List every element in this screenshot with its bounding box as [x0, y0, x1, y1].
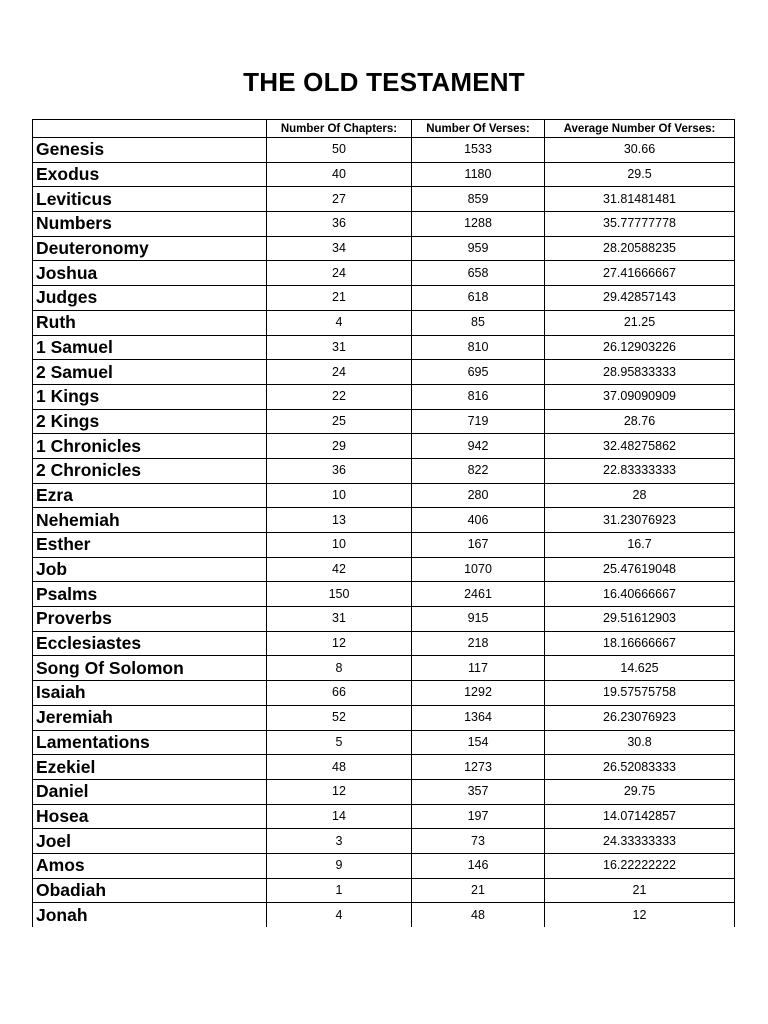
- header-verses: Number Of Verses:: [412, 120, 545, 138]
- average-cell: 29.51612903: [545, 607, 735, 632]
- chapters-cell: 24: [267, 261, 412, 286]
- chapters-cell: 31: [267, 607, 412, 632]
- verses-cell: 117: [412, 656, 545, 681]
- average-cell: 29.42857143: [545, 286, 735, 311]
- table-row: [33, 384, 735, 409]
- verses-cell: 915: [412, 607, 545, 632]
- table-row: [33, 236, 735, 261]
- average-cell: 30.66: [545, 138, 735, 163]
- table-row: [33, 212, 735, 237]
- book-name: Song Of Solomon: [33, 656, 267, 681]
- average-cell: 35.77777778: [545, 212, 735, 237]
- average-cell: 24.33333333: [545, 829, 735, 854]
- average-cell: 25.47619048: [545, 557, 735, 582]
- average-cell: 14.625: [545, 656, 735, 681]
- verses-cell: 406: [412, 508, 545, 533]
- verses-cell: 618: [412, 286, 545, 311]
- chapters-cell: 12: [267, 779, 412, 804]
- chapters-cell: 24: [267, 360, 412, 385]
- chapters-cell: 27: [267, 187, 412, 212]
- table-row: [33, 557, 735, 582]
- chapters-cell: 14: [267, 804, 412, 829]
- chapters-cell: 36: [267, 212, 412, 237]
- book-name: 2 Chronicles: [33, 458, 267, 483]
- book-name: 2 Samuel: [33, 360, 267, 385]
- table-row: [33, 730, 735, 755]
- verses-cell: 1533: [412, 138, 545, 163]
- chapters-cell: 10: [267, 483, 412, 508]
- average-cell: 28.95833333: [545, 360, 735, 385]
- verses-cell: 197: [412, 804, 545, 829]
- book-name: 1 Kings: [33, 384, 267, 409]
- chapters-cell: 52: [267, 705, 412, 730]
- table-row: [33, 582, 735, 607]
- average-cell: 14.07142857: [545, 804, 735, 829]
- book-name: Proverbs: [33, 607, 267, 632]
- verses-cell: 658: [412, 261, 545, 286]
- header-row: [33, 120, 735, 138]
- average-cell: 26.23076923: [545, 705, 735, 730]
- average-cell: 12: [545, 903, 735, 927]
- average-cell: 32.48275862: [545, 434, 735, 459]
- page-title: THE OLD TESTAMENT: [243, 67, 525, 97]
- table-row: [33, 360, 735, 385]
- book-name: Lamentations: [33, 730, 267, 755]
- average-cell: 28: [545, 483, 735, 508]
- book-name: Isaiah: [33, 681, 267, 706]
- book-name: Daniel: [33, 779, 267, 804]
- chapters-cell: 12: [267, 631, 412, 656]
- table-row: [33, 508, 735, 533]
- table-row: [33, 533, 735, 558]
- verses-cell: 167: [412, 533, 545, 558]
- table-row: [33, 335, 735, 360]
- chapters-cell: 13: [267, 508, 412, 533]
- table-row: [33, 903, 735, 927]
- book-name: Ezekiel: [33, 755, 267, 780]
- chapters-cell: 42: [267, 557, 412, 582]
- average-cell: 29.5: [545, 162, 735, 187]
- chapters-cell: 5: [267, 730, 412, 755]
- average-cell: 21: [545, 878, 735, 903]
- average-cell: 26.52083333: [545, 755, 735, 780]
- average-cell: 31.23076923: [545, 508, 735, 533]
- verses-cell: 810: [412, 335, 545, 360]
- average-cell: 31.81481481: [545, 187, 735, 212]
- table-row: [33, 607, 735, 632]
- chapters-cell: 21: [267, 286, 412, 311]
- book-name: 1 Samuel: [33, 335, 267, 360]
- header-average: Average Number Of Verses:: [545, 120, 735, 138]
- average-cell: 26.12903226: [545, 335, 735, 360]
- chapters-cell: 22: [267, 384, 412, 409]
- table-row: [33, 705, 735, 730]
- chapters-cell: 150: [267, 582, 412, 607]
- chapters-cell: 4: [267, 310, 412, 335]
- table-row: [33, 409, 735, 434]
- average-cell: 22.83333333: [545, 458, 735, 483]
- average-cell: 37.09090909: [545, 384, 735, 409]
- verses-cell: 942: [412, 434, 545, 459]
- average-cell: 16.22222222: [545, 853, 735, 878]
- average-cell: 16.40666667: [545, 582, 735, 607]
- book-name: Numbers: [33, 212, 267, 237]
- verses-cell: 48: [412, 903, 545, 927]
- chapters-cell: 50: [267, 138, 412, 163]
- verses-cell: 2461: [412, 582, 545, 607]
- book-name: Leviticus: [33, 187, 267, 212]
- verses-cell: 21: [412, 878, 545, 903]
- verses-cell: 357: [412, 779, 545, 804]
- chapters-cell: 34: [267, 236, 412, 261]
- book-name: Esther: [33, 533, 267, 558]
- table-row: [33, 286, 735, 311]
- verses-cell: 85: [412, 310, 545, 335]
- book-name: Obadiah: [33, 878, 267, 903]
- book-name: Nehemiah: [33, 508, 267, 533]
- book-name: Ruth: [33, 310, 267, 335]
- chapters-cell: 31: [267, 335, 412, 360]
- table-row: [33, 310, 735, 335]
- average-cell: 21.25: [545, 310, 735, 335]
- verses-cell: 280: [412, 483, 545, 508]
- table-row: [33, 829, 735, 854]
- chapters-cell: 8: [267, 656, 412, 681]
- verses-cell: 154: [412, 730, 545, 755]
- table-row: [33, 631, 735, 656]
- average-cell: 30.8: [545, 730, 735, 755]
- verses-cell: 1273: [412, 755, 545, 780]
- book-name: Judges: [33, 286, 267, 311]
- verses-cell: 719: [412, 409, 545, 434]
- chapters-cell: 29: [267, 434, 412, 459]
- table-row: [33, 804, 735, 829]
- chapters-cell: 36: [267, 458, 412, 483]
- table-row: [33, 261, 735, 286]
- average-cell: 16.7: [545, 533, 735, 558]
- table-row: [33, 483, 735, 508]
- book-name: Joshua: [33, 261, 267, 286]
- table-row: [33, 656, 735, 681]
- table-row: [33, 434, 735, 459]
- book-name: Psalms: [33, 582, 267, 607]
- verses-cell: 1292: [412, 681, 545, 706]
- verses-cell: 695: [412, 360, 545, 385]
- verses-cell: 822: [412, 458, 545, 483]
- table-row: [33, 681, 735, 706]
- table-row: [33, 779, 735, 804]
- books-table-body: [33, 120, 735, 928]
- book-name: Job: [33, 557, 267, 582]
- verses-cell: 859: [412, 187, 545, 212]
- average-cell: 19.57575758: [545, 681, 735, 706]
- header-chapters: Number Of Chapters:: [267, 120, 412, 138]
- book-name: 1 Chronicles: [33, 434, 267, 459]
- table-row: [33, 162, 735, 187]
- book-name: Amos: [33, 853, 267, 878]
- chapters-cell: 40: [267, 162, 412, 187]
- table-row: [33, 187, 735, 212]
- verses-cell: 1364: [412, 705, 545, 730]
- table-row: [33, 138, 735, 163]
- book-name: Hosea: [33, 804, 267, 829]
- books-table: [32, 119, 735, 927]
- header-book: [33, 120, 267, 138]
- table-row: [33, 458, 735, 483]
- average-cell: 28.20588235: [545, 236, 735, 261]
- chapters-cell: 4: [267, 903, 412, 927]
- book-name: Exodus: [33, 162, 267, 187]
- book-name: Ezra: [33, 483, 267, 508]
- chapters-cell: 3: [267, 829, 412, 854]
- verses-cell: 146: [412, 853, 545, 878]
- table-row: [33, 755, 735, 780]
- book-name: Jeremiah: [33, 705, 267, 730]
- verses-cell: 73: [412, 829, 545, 854]
- chapters-cell: 1: [267, 878, 412, 903]
- average-cell: 28.76: [545, 409, 735, 434]
- chapters-cell: 48: [267, 755, 412, 780]
- chapters-cell: 10: [267, 533, 412, 558]
- book-name: Deuteronomy: [33, 236, 267, 261]
- table-row: [33, 878, 735, 903]
- book-name: 2 Kings: [33, 409, 267, 434]
- average-cell: 18.16666667: [545, 631, 735, 656]
- verses-cell: 959: [412, 236, 545, 261]
- book-name: Jonah: [33, 903, 267, 927]
- average-cell: 27.41666667: [545, 261, 735, 286]
- chapters-cell: 9: [267, 853, 412, 878]
- verses-cell: 1070: [412, 557, 545, 582]
- chapters-cell: 25: [267, 409, 412, 434]
- book-name: Ecclesiastes: [33, 631, 267, 656]
- chapters-cell: 66: [267, 681, 412, 706]
- book-name: Genesis: [33, 138, 267, 163]
- table-row: [33, 853, 735, 878]
- verses-cell: 1288: [412, 212, 545, 237]
- average-cell: 29.75: [545, 779, 735, 804]
- verses-cell: 816: [412, 384, 545, 409]
- verses-cell: 218: [412, 631, 545, 656]
- book-name: Joel: [33, 829, 267, 854]
- verses-cell: 1180: [412, 162, 545, 187]
